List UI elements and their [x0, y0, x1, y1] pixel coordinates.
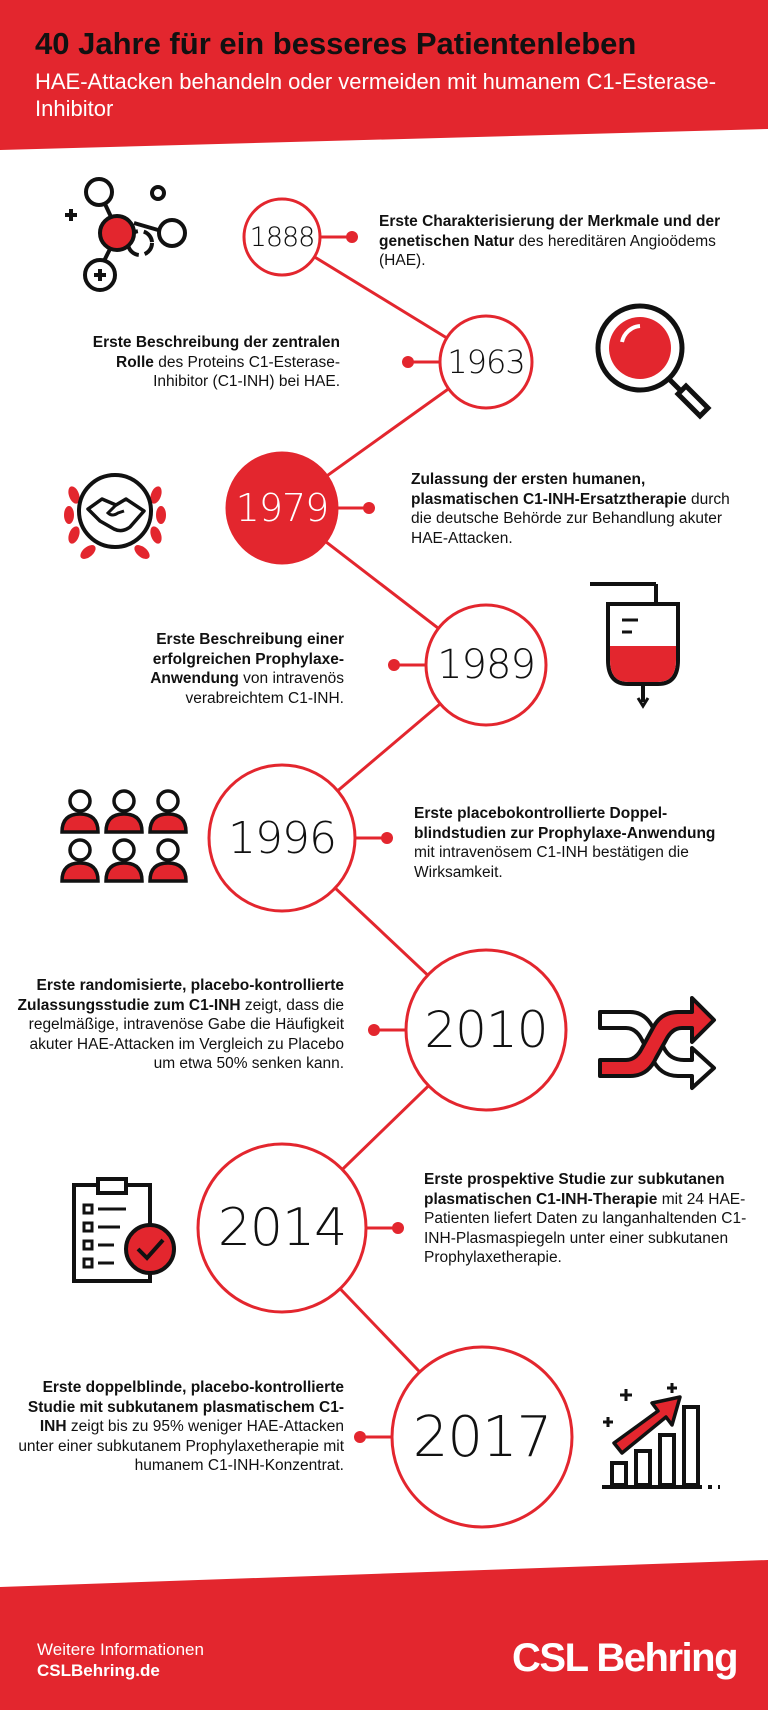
molecule-icon [60, 175, 190, 295]
milestone-highlight: Erste placebokontrollierte Doppel-blindstudien zur Prophylaxe-Anwendung [414, 805, 716, 842]
year-label: 1996 [228, 812, 336, 864]
milestone-description [424, 1170, 754, 1268]
milestone-description [14, 976, 344, 1074]
milestone-text: durch die deutsche Behörde zur Behandlung akuter HAE-Attacken. [411, 490, 730, 547]
milestone-highlight: Erste randomisierte, placebo-kontrollierte Zulassungsstudie zum C1-INH [17, 977, 344, 1014]
milestone-description [14, 1378, 344, 1476]
milestone-highlight: Zulassung der ersten humanen, plasmatischen C1-INH-Ersatztherapie [411, 471, 687, 508]
page-title: 40 Jahre für ein besseres Patientenleben [35, 26, 637, 61]
milestone-highlight: Erste Charakterisierung der Merkmale und der genetischen Natur [379, 213, 721, 250]
footer-more-info: Weitere Informationen [37, 1640, 204, 1659]
infusion-bag-icon [588, 580, 698, 710]
milestone-description [414, 804, 724, 882]
handshake-laurel-icon [60, 455, 170, 565]
year-label: 1888 [249, 221, 315, 253]
milestone-description [379, 212, 724, 271]
milestone-highlight: Erste Beschreibung der zentralen Rolle [92, 334, 340, 371]
year-label: 2010 [424, 1001, 548, 1059]
year-label: 2014 [217, 1198, 347, 1258]
milestone-highlight: Erste prospektive Studie zur subkutanen plasmatischen C1-INH-Therapie [424, 1171, 725, 1208]
milestone-highlight: Erste doppelblinde, placebo-kontrollierte Studie mit subkutanem plasmatischem C1-INH [27, 1379, 344, 1435]
milestone-highlight: Erste Beschreibung einer erfolgreichen Prophylaxe-Anwendung [150, 631, 344, 687]
footer-website-link[interactable]: CSLBehring.de [37, 1661, 160, 1680]
milestone-text: zeigt, dass die regelmäßige, intravenöse Gabe die Häufigkeit akuter HAE-Attacken im Vergleich zu Placebo um etwa 50% senken kann. [28, 996, 344, 1072]
clipboard-check-icon [70, 1175, 180, 1285]
year-label: 1979 [235, 486, 329, 530]
milestone-text: von intravenös verabreichtem C1-INH. [185, 670, 344, 707]
growth-chart-icon [600, 1383, 725, 1493]
milestone-description [70, 630, 344, 708]
milestone-text: mit intravenösem C1-INH bestätigen die Wirksamkeit. [414, 844, 689, 881]
year-label: 2017 [412, 1404, 552, 1470]
magnifier-icon [590, 298, 715, 423]
milestone-text: mit 24 HAE-Patienten liefert Daten zu langanhaltenden C1-INH-Plasmaspiegeln unter einer subkutanen Prophylaxetherapie. [424, 1190, 747, 1266]
people-group-icon [58, 788, 190, 888]
milestone-text: zeigt bis zu 95% weniger HAE-Attacken unter einer subkutanem Prophylaxetherapie mit humanem C1-INH-Konzentrat. [18, 1418, 344, 1474]
milestone-description [70, 333, 340, 392]
year-label: 1963 [447, 343, 525, 381]
milestone-text: des hereditären Angioödems (HAE). [379, 232, 716, 269]
milestone-description [411, 470, 751, 548]
shuffle-arrows-icon [596, 990, 718, 1095]
year-label: 1989 [437, 642, 535, 688]
csl-behring-logo: CSL Behring [512, 1636, 738, 1680]
milestone-text: des Proteins C1-Esterase-Inhibitor (C1-INH) bei HAE. [153, 353, 340, 390]
page-subtitle: HAE-Attacken behandeln oder vermeiden mit humanem C1-Esterase-Inhibitor [35, 69, 717, 121]
